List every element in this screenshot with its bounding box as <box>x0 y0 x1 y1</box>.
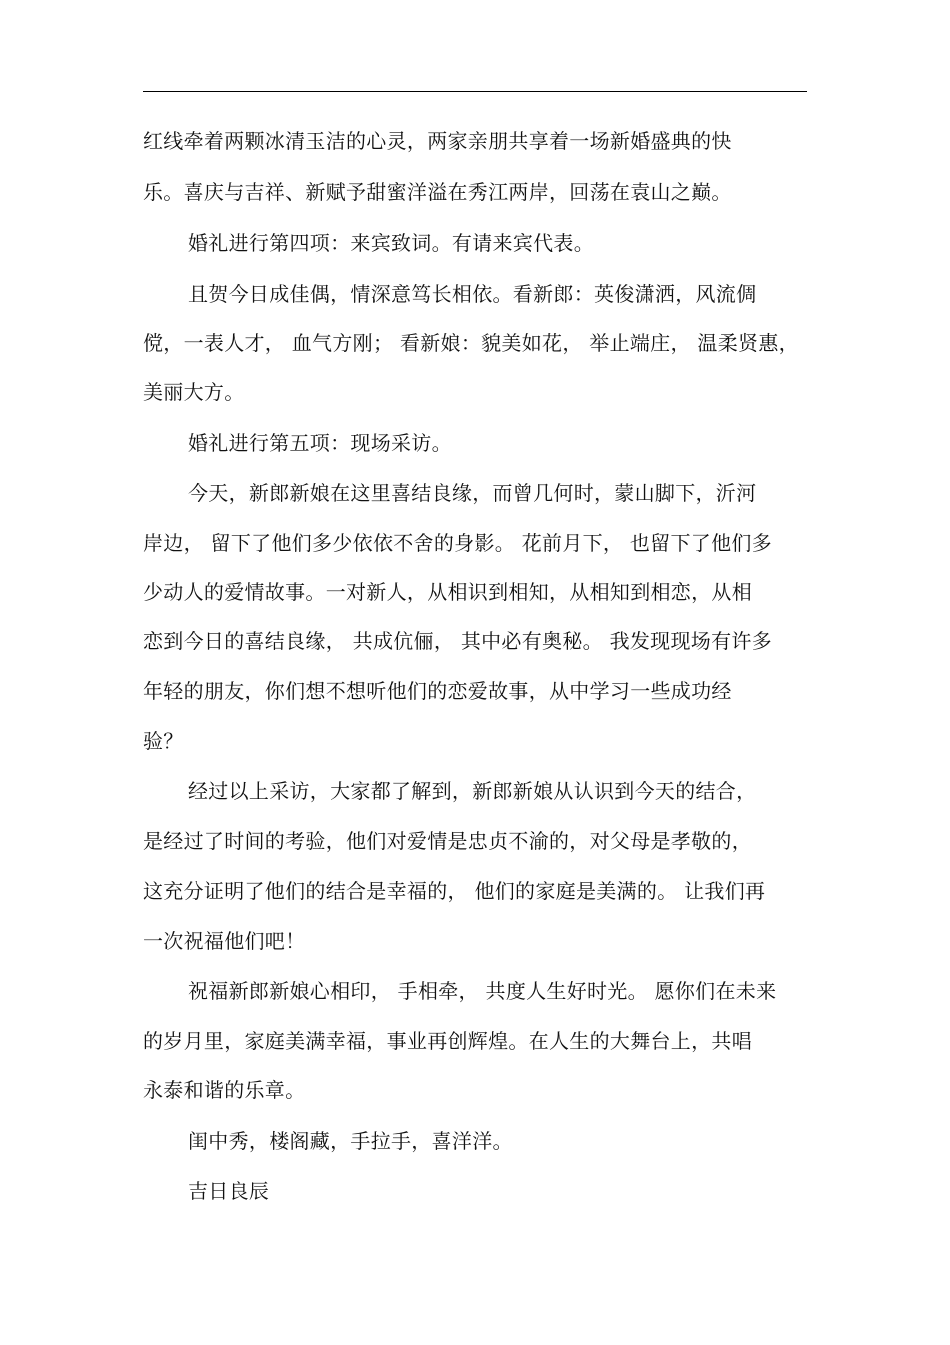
text-line: 永泰和谐的乐章。 <box>143 1078 306 1102</box>
text-line: 年轻的朋友，你们想不想听他们的恋爱故事，从中学习一些成功经 <box>143 679 732 703</box>
text-line: 一次祝福他们吧！ <box>143 929 306 953</box>
text-line: 乐。喜庆与吉祥、新赋予甜蜜洋溢在秀江两岸，回荡在袁山之巅。 <box>143 180 732 204</box>
text-line: 红线牵着两颗冰清玉洁的心灵，两家亲朋共享着一场新婚盛典的快 <box>143 129 732 153</box>
text-line: 少动人的爱情故事。一对新人，从相识到相知，从相知到相恋，从相 <box>143 580 752 604</box>
text-line: 的岁月里，家庭美满幸福，事业再创辉煌。在人生的大舞台上，共唱 <box>143 1029 752 1053</box>
text-line: 美丽大方。 <box>143 380 245 404</box>
text-line: 且贺今日成佳偶，情深意笃长相依。看新郎：英俊潇洒，风流倜 <box>188 282 757 306</box>
text-line: 傥，一表人才， 血气方刚； 看新娘：貌美如花， 举止端庄， 温柔贤惠， <box>143 331 799 355</box>
text-line: 今天，新郎新娘在这里喜结良缘，而曾几何时，蒙山脚下，沂河 <box>188 481 757 505</box>
text-line: 闺中秀，楼阁藏，手拉手，喜洋洋。 <box>188 1129 513 1153</box>
text-line: 验？ <box>143 729 184 753</box>
text-line: 祝福新郎新娘心相印， 手相牵， 共度人生好时光。 愿你们在未来 <box>188 979 777 1003</box>
text-line: 经过以上采访，大家都了解到，新郎新娘从认识到今天的结合， <box>188 779 757 803</box>
text-line: 这充分证明了他们的结合是幸福的， 他们的家庭是美满的。 让我们再 <box>143 879 766 903</box>
header-rule <box>143 91 807 92</box>
text-line: 婚礼进行第五项：现场采访。 <box>188 431 452 455</box>
text-line: 是经过了时间的考验，他们对爱情是忠贞不渝的，对父母是孝敬的， <box>143 829 752 853</box>
text-line: 婚礼进行第四项：来宾致词。有请来宾代表。 <box>188 231 594 255</box>
text-line: 吉日良辰 <box>188 1179 270 1203</box>
text-line: 岸边， 留下了他们多少依依不舍的身影。 花前月下， 也留下了他们多 <box>143 531 772 555</box>
text-line: 恋到今日的喜结良缘， 共成伉俪， 其中必有奥秘。 我发现现场有许多 <box>143 629 772 653</box>
